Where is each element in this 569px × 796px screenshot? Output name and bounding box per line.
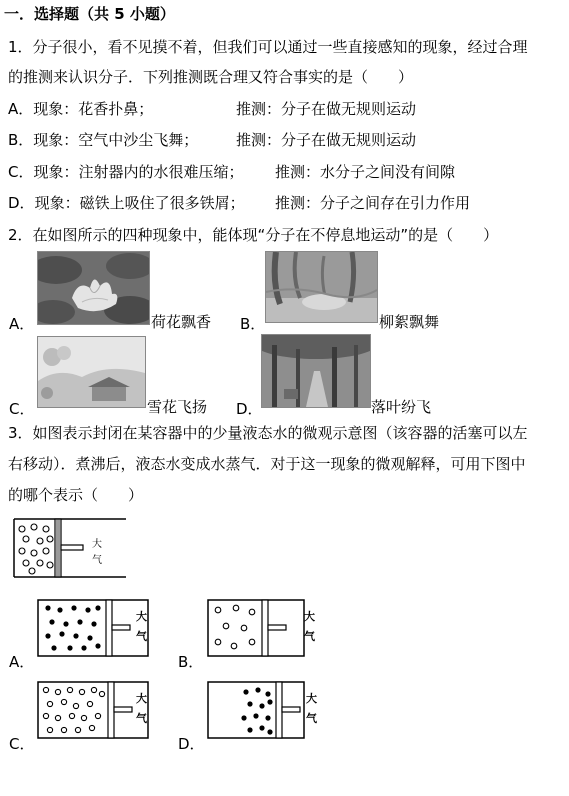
snow-photo [37, 336, 146, 408]
reference-container-diagram [10, 515, 130, 581]
q3-stem-line1: 3．如图表示封闭在某容器中的少量液态水的微观示意图（该容器的活塞可以左 [8, 424, 528, 442]
option-letter: B． [8, 131, 34, 149]
q1-option-d-inference: 推测：分子之间存在引力作用 [275, 194, 471, 212]
q1-option-c-inference: 推测：水分子之间没有间隙 [275, 163, 456, 181]
willow-photo [265, 251, 378, 323]
q1-option-b-inference: 推测：分子在做无规则运动 [236, 131, 417, 149]
q2-stem: 2．在如图所示的四种现象中，能体现“分子在不停息地运动”的是（ ） [8, 226, 499, 244]
q1-option-c[interactable] [8, 161, 244, 182]
option-phenomenon: 现象：花香扑鼻； [33, 100, 154, 118]
q3-stem-line3: 的哪个表示（ ） [8, 486, 144, 504]
q3-option-c-letter[interactable]: C． [9, 735, 35, 753]
q2-option-d-caption: 落叶纷飞 [371, 398, 432, 416]
lotus-photo [37, 251, 150, 325]
q2-option-a-caption: 荷花飘香 [151, 313, 212, 331]
section-title: 一．选择题（共 5 小题） [4, 5, 175, 23]
q3-option-d-diagram[interactable] [206, 680, 326, 742]
option-phenomenon: 现象：磁铁上吸住了很多铁屑； [34, 194, 245, 212]
q3-option-d-letter[interactable]: D． [178, 735, 205, 753]
q1-option-a-inference: 推测：分子在做无规则运动 [236, 100, 417, 118]
option-phenomenon: 现象：空气中沙尘飞舞； [33, 131, 199, 149]
air-label-bottom: 气 [92, 555, 102, 566]
air-label-bottom: 气 [306, 712, 317, 725]
air-label-bottom: 气 [304, 630, 315, 643]
air-label-bottom: 气 [136, 630, 147, 643]
q2-option-c-letter[interactable]: C． [9, 400, 35, 418]
air-label-top: 大 [136, 610, 147, 623]
q2-option-a-letter[interactable]: A． [9, 315, 35, 333]
q2-option-d-letter[interactable]: D． [236, 400, 263, 418]
air-label-top: 大 [306, 692, 317, 705]
leaves-photo [261, 334, 371, 408]
air-label-top: 大 [304, 610, 315, 623]
option-letter: D． [8, 194, 35, 212]
q3-option-a-letter[interactable]: A． [9, 653, 35, 671]
air-label-top: 大 [92, 539, 102, 550]
q1-option-b[interactable] [8, 129, 198, 150]
air-label-top: 大 [136, 692, 147, 705]
q1-option-a[interactable] [8, 98, 153, 119]
q3-option-b-diagram[interactable] [206, 598, 326, 660]
q1-stem-line1: 1．分子很小，看不见摸不着，但我们可以通过一些直接感知的现象，经过合理 [8, 38, 528, 56]
option-letter: A． [8, 100, 34, 118]
q3-stem-line2: 右移动）．煮沸后，液态水变成水蒸气．对于这一现象的微观解释，可用下图中 [8, 455, 526, 473]
q1-stem-line2: 的推测来认识分子．下列推测既合理又符合事实的是（ ） [8, 68, 414, 86]
q3-option-b-letter[interactable]: B． [178, 653, 204, 671]
q2-option-c-caption: 雪花飞扬 [147, 398, 208, 416]
q3-option-a-diagram[interactable] [36, 598, 156, 660]
q2-option-b-letter[interactable]: B． [240, 315, 266, 333]
option-phenomenon: 现象：注射器内的水很难压缩； [33, 163, 244, 181]
air-label-bottom: 气 [136, 712, 147, 725]
q1-option-d[interactable] [8, 192, 245, 213]
q3-option-c-diagram[interactable] [36, 680, 156, 742]
q2-option-b-caption: 柳絮飘舞 [379, 313, 440, 331]
option-letter: C． [8, 163, 34, 181]
